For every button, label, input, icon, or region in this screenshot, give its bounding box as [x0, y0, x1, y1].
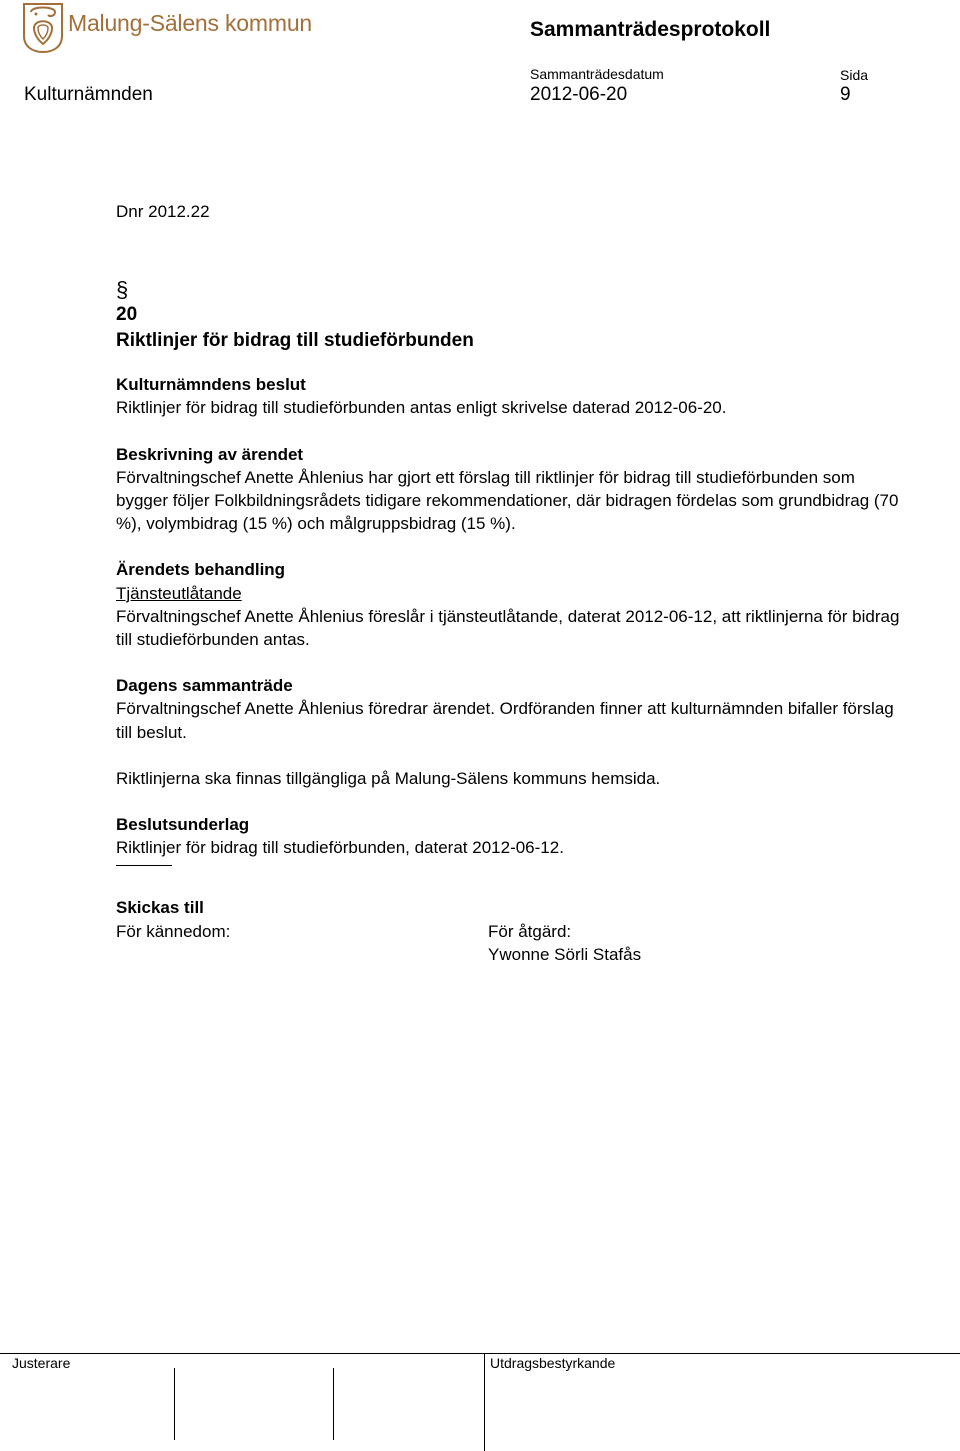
logo-text: Malung-Sälens kommun — [68, 10, 313, 36]
section-divider — [116, 865, 172, 866]
send-to-heading: Skickas till — [116, 898, 204, 918]
adjusters-label: Justerare — [12, 1355, 71, 1371]
handling-heading: Ärendets behandling — [116, 560, 286, 580]
case-title: Riktlinjer för bidrag till studieförbunden — [116, 330, 474, 352]
page-number: 9 — [840, 84, 851, 105]
handling-subheading: Tjänsteutlåtande — [116, 583, 242, 603]
meeting-heading: Dagens sammanträde — [116, 676, 293, 696]
signature-box-divider — [333, 1368, 334, 1440]
horseshoe-emblem-icon — [22, 2, 64, 54]
send-action-column — [488, 920, 641, 966]
decision-text: Riktlinjer för bidrag till studieförbunden antas enligt skrivelse daterad 2012-06-20. — [116, 398, 727, 418]
case-reference-number: Dnr 2012.22 — [116, 202, 210, 221]
description-heading: Beskrivning av ärendet — [116, 444, 304, 464]
send-info-column — [116, 920, 488, 966]
send-action-recipient: Ywonne Sörli Stafås — [488, 944, 642, 964]
document-type-title: Sammanträdesprotokoll — [530, 18, 771, 41]
minutes-body — [116, 200, 906, 966]
description-text: Förvaltningschef Anette Åhlenius har gjort ett förslag till riktlinjer för bidrag till studieförbunden som bygger följer Folkbildningsrådets tidigare rekommendationer, där bidragen fördelas som grundbidrag (70 %), volymbidrag (15 %) och målgruppsbidrag (15 %). — [116, 467, 899, 534]
meeting-text-website: Riktlinjerna ska finnas tillgängliga på Malung-Sälens kommuns hemsida. — [116, 768, 661, 788]
signature-box-divider — [484, 1354, 485, 1451]
decision-heading: Kulturnämndens beslut — [116, 375, 306, 395]
decision-basis-heading: Beslutsunderlag — [116, 815, 250, 835]
send-action-label: För åtgärd: — [488, 921, 572, 941]
municipality-logo — [22, 2, 312, 54]
committee-name: Kulturnämnden — [24, 84, 153, 105]
meeting-text: Förvaltningschef Anette Åhlenius föredrar ärendet. Ordföranden finner att kulturnämnden bifaller förslag till beslut. — [116, 699, 894, 742]
certifier-label: Utdragsbestyrkande — [490, 1355, 616, 1371]
signature-box-divider — [174, 1368, 175, 1440]
handling-text: Förvaltningschef Anette Åhlenius föreslår i tjänsteutlåtande, daterat 2012-06-12, att riktlinjerna för bidrag till studieförbunden antas. — [116, 606, 900, 650]
meeting-date: 2012-06-20 — [530, 84, 628, 105]
page-label: Sida — [840, 67, 869, 83]
footer-rule — [0, 1353, 960, 1354]
section-number: 20 — [116, 304, 138, 326]
send-to-row — [116, 920, 906, 966]
section-symbol: § — [116, 277, 129, 303]
send-info-label: För kännedom: — [116, 921, 231, 941]
decision-basis-text: Riktlinjer för bidrag till studieförbunden, daterat 2012-06-12. — [116, 838, 564, 858]
meeting-date-label: Sammanträdesdatum — [530, 66, 664, 82]
paragraph-number — [116, 277, 906, 327]
